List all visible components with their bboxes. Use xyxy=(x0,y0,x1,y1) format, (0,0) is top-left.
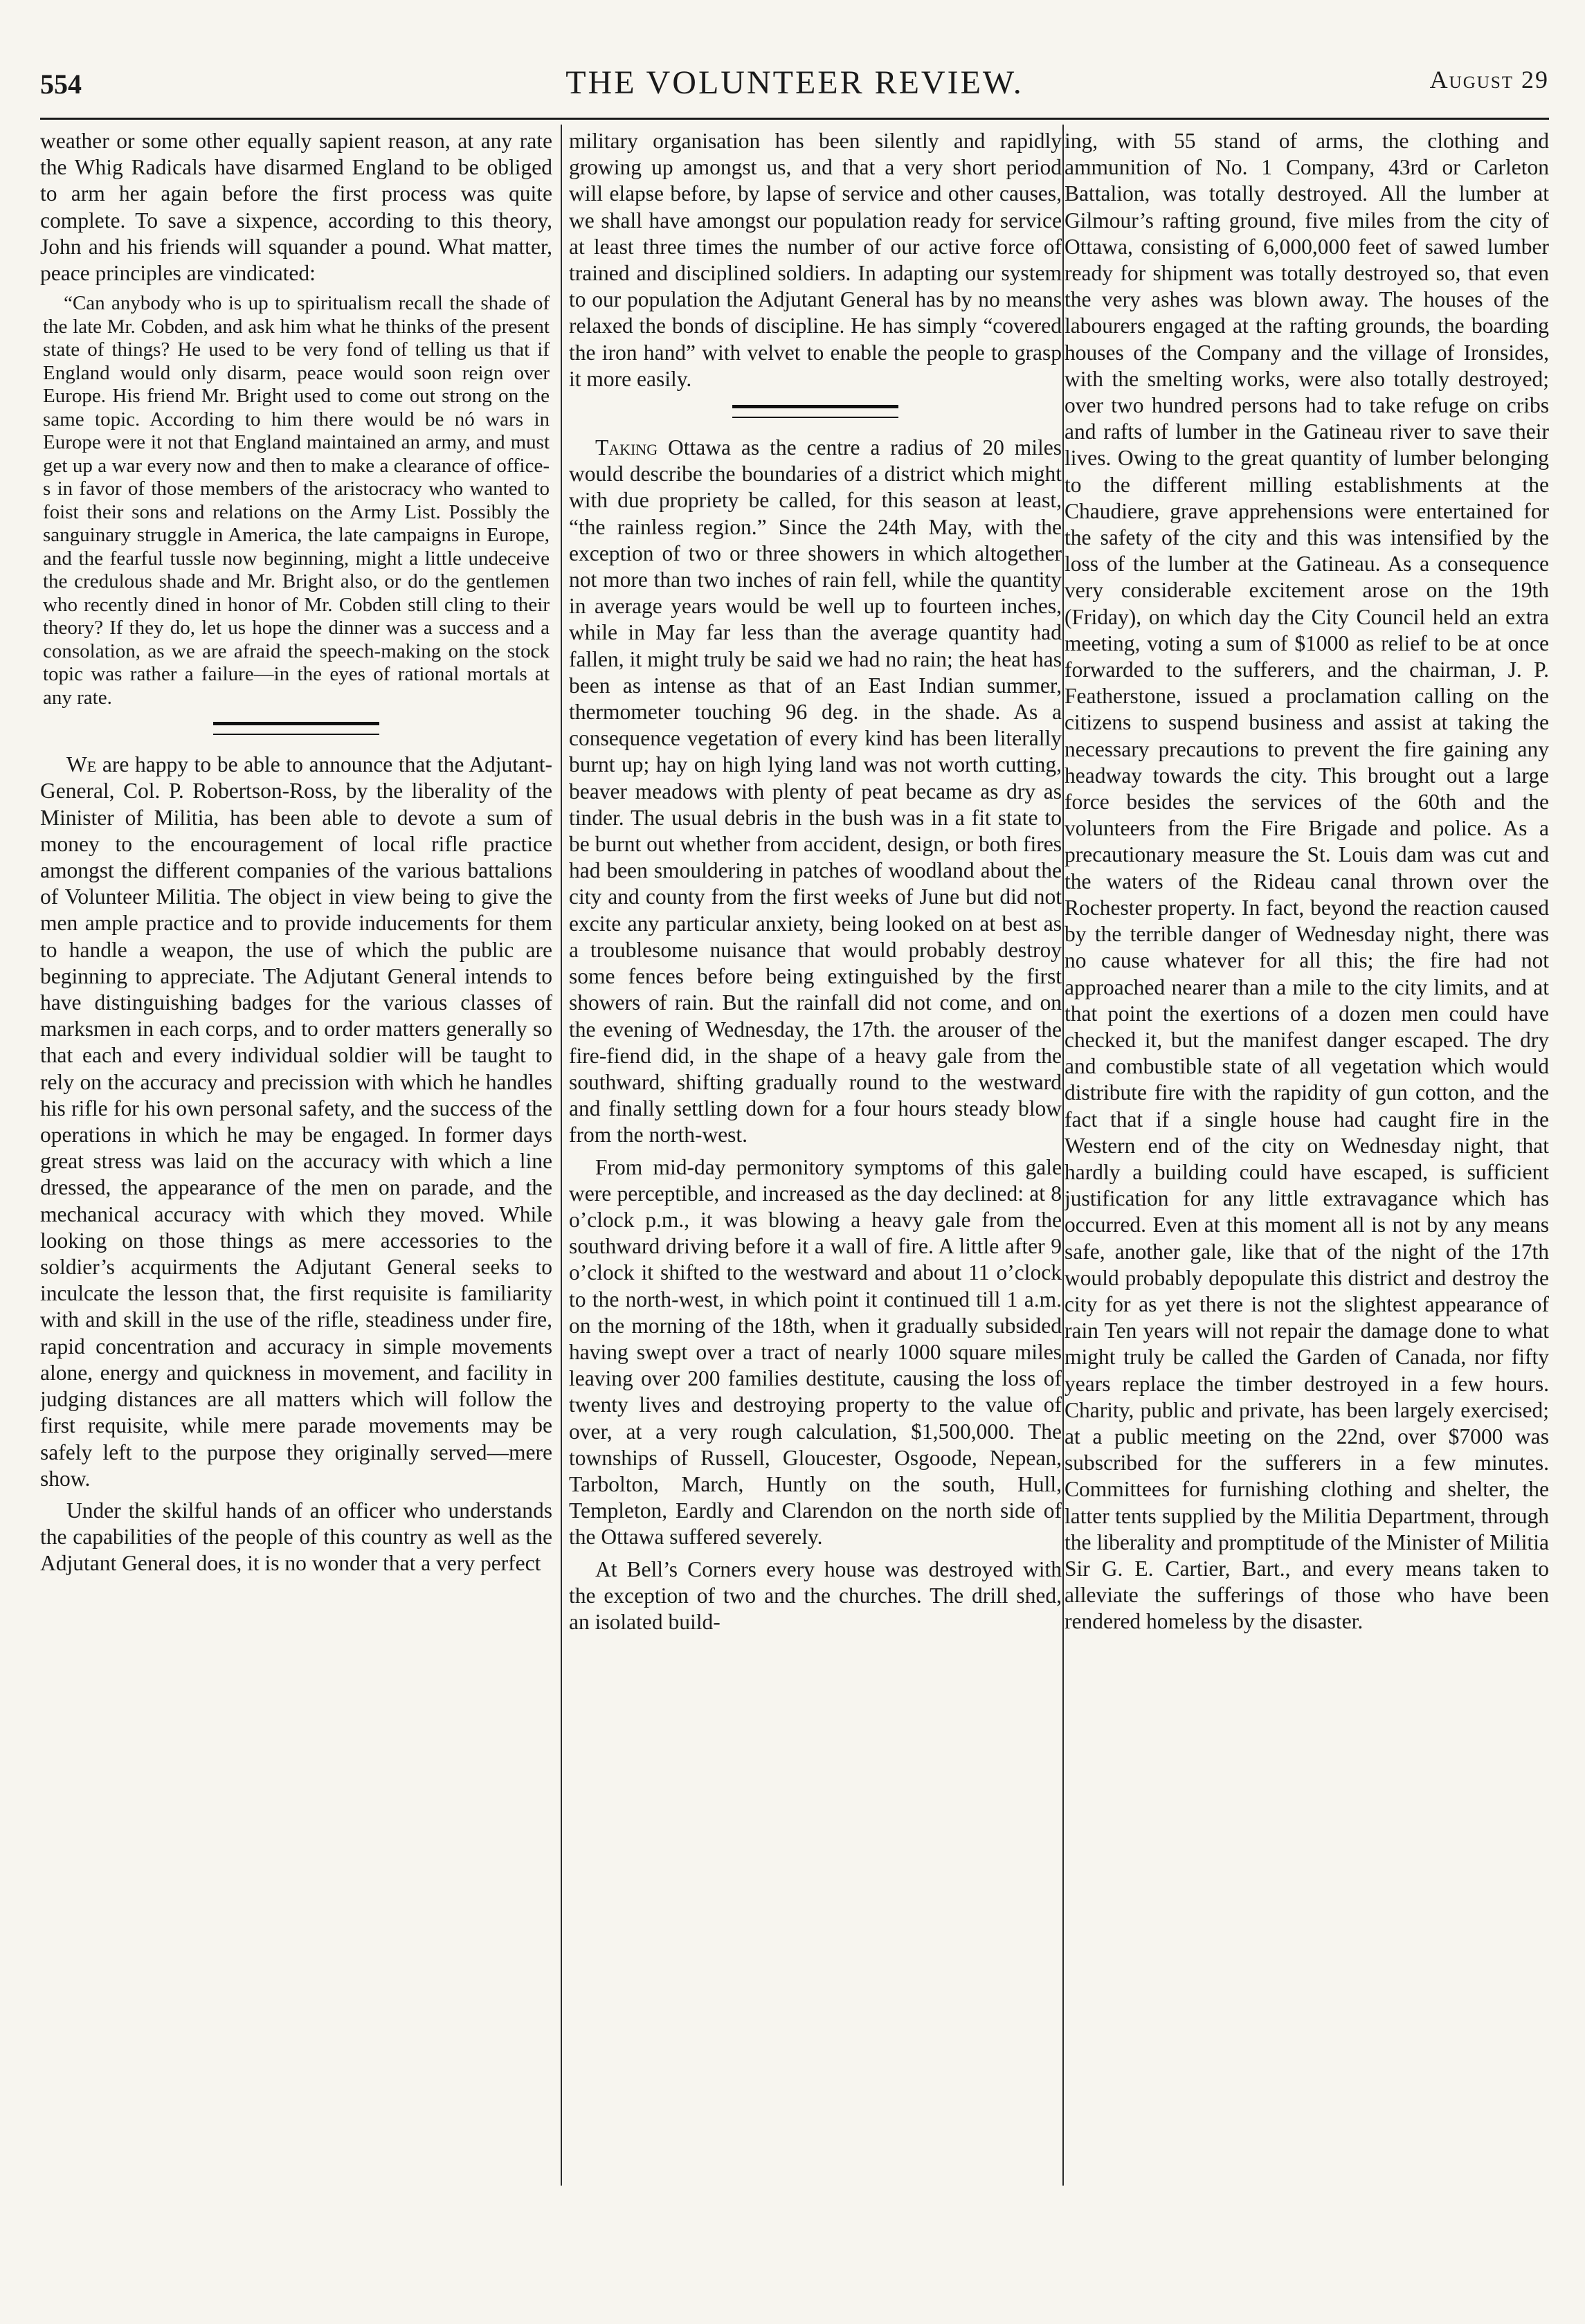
paragraph xyxy=(40,752,552,1492)
header-rule xyxy=(40,118,1549,120)
masthead: THE VOLUNTEER REVIEW. xyxy=(565,64,1024,101)
section-separator xyxy=(213,722,379,735)
page-number: 554 xyxy=(40,69,82,100)
issue-date: August 29 xyxy=(1429,66,1549,93)
section-separator xyxy=(732,405,898,418)
page-header xyxy=(40,61,1549,116)
column-divider xyxy=(1062,125,1064,2186)
paragraph: weather or some other equally sapient reason, at any rate the Whig Radicals have disarmed England to be obliged to arm her again before the first process was quite complete. To save a sixpence, according to this theory, John and his friends will squander a pound. What matter, peace principles are vindicated: xyxy=(40,129,552,286)
lead-word: Taking xyxy=(595,435,658,460)
block-quote: “Can anybody who is up to spiritualism recall the shade of the late Mr. Cobden, and ask him what he thinks of the present state of things? He used to be very fond of telling us that if England would only disarm, peace would soon reign over Europe. His friend Mr. Bright used to come out strong on the same topic. According to him there would be nó wars in Europe were it not that England maintained an army, and must get up a war every now and then to make a clearance of office-s in favor of those members of the aristocracy who wanted to foist their sons and relations on the Army List. Possibly the sanguinary struggle in America, the late campaigns in Europe, and the fearful tussle now beginning, might a little undeceive the credulous shade and Mr. Bright also, or do the gentlemen who recently dined in honor of Mr. Cobden still cling to their theory? If they do, let us hope the dinner was a success and a consolation, as we are afraid the speech-making on the stock topic was rather a failure—in the eyes of rational mortals at any rate. xyxy=(43,292,550,709)
paragraph: At Bell’s Corners every house was destroyed with the exception of two and the churches. The drill shed, an isolated build- xyxy=(569,1556,1062,1634)
paragraph-text: are happy to be able to announce that the Adjutant-General, Col. P. Robertson-Ross, by the liberality of the Minister of Militia, has been able to devote a sum of money to the encouragement of local rifle practice amongst the different companies of the various battalions of Volunteer Militia. The object in view being to give the men ample practice and to provide inducements for them to handle a weapon, the use of which the public are beginning to appreciate. The Adjutant General intends to have distinguishing badges for the various classes of marksmen in each corps, and to order matters generally so that each and every individual soldier will be taught to rely on the accuracy and precission with which he handles his rifle for his own personal safety, and the success of the operations in which he may be engaged. In former days great stress was laid on the accuracy with which a line dressed, the appearance of the men on parade, and the mechanical accuracy with which they moved. While looking on those things as mere accessories to the soldier’s acquirments the Adjutant General seeks to inculcate the lesson that, the first requisite is familiarity with and skill in the use of the rifle, steadiness under fire, rapid concentration and accuracy in simple movements alone, energy and quickness in movement, and facility in judging distances are all matters which will follow the first requisite, while mere parade movements may be safely left to the purpose they originally served—mere show. xyxy=(40,752,552,1491)
paragraph-text: Ottawa as the centre a radius of 20 miles would describe the boundaries of a district which might with due propriety be called, for this season at least, “the rainless region.” Since the 24th May, with the exception of two or three showers in which altogether not more than two inches of rain fell, while the quantity in average years would be well up to fourteen inches, while in May far less than the average quantity had fallen, it might truly be said we had no rain; the heat has been as intense as that of an East Indian summer, thermometer touching 96 deg. in the shade. As a consequence vegetation of every kind has been literally burnt up; hay on high lying land was not worth cutting, beaver meadows with plenty of peat became as dry as tinder. The usual debris in the bush was in a fit state to be burnt out whether from accident, design, or both fires had been smouldering in patches of woodland about the city and county from the first weeks of June but did not excite any particular anxiety, being looked on at best as a troublesome nuisance that would probably destroy some fences before being extinguished by the first showers of rain. But the rainfall did not come, and on the evening of Wednesday, the 17th. the arouser of the fire-fiend did, in the shape of a heavy gale from the southward, shifting gradually round to the westward and finally settling down for a four hours steady blow from the north-west. xyxy=(569,435,1062,1147)
column-2 xyxy=(569,128,1062,2186)
column-divider xyxy=(561,125,562,2186)
paragraph xyxy=(569,435,1062,1148)
paragraph: Under the skilful hands of an officer who understands the capabilities of the people of this country as well as the Adjutant General does, it is no wonder that a very perfect xyxy=(40,1498,552,1576)
column-1 xyxy=(40,128,552,2186)
lead-word: We xyxy=(66,752,97,777)
column-3 xyxy=(1065,128,1549,2186)
paragraph: military organisation has been silently and rapidly growing up amongst us, and that a very short period will elapse before, by lapse of service and other causes, we shall have amongst our population ready for service at least three times the number of our active force of trained and disciplined soldiers. In adapting our system to our population the Adjutant General has by no means relaxed the bonds of discipline. He has simply “covered the iron hand” with velvet to enable the people to grasp it more easily. xyxy=(569,129,1062,391)
paragraph: ing, with 55 stand of arms, the clothing and ammunition of No. 1 Company, 43rd or Carleton Battalion, was totally destroyed. All the lumber at Gilmour’s rafting ground, five miles from the city of Ottawa, consisting of 6,000,000 feet of sawed lumber ready for shipment was totally destroyed so, that even the very ashes was blown away. The houses of the labourers engaged at the rafting grounds, the boarding houses of the Company and the village of Ironsides, with the smelting works, were also totally destroyed; over two hundred persons had to take refuge on cribs and rafts of lumber in the Gatineau river to save their lives. Owing to the great quantity of lumber belonging to the different milling establishments at the Chaudiere, grave apprehensions were entertained for the safety of the city and this was intensified by the loss of the lumber at the Gatineau. As a consequence very considerable excitement arose on the 19th (Friday), on which day the City Council held an extra meeting, voting a sum of $1000 as relief to be at once forwarded to the sufferers, and the chairman, J. P. Featherstone, issued a proclamation calling on the citizens to suspend business and assist at taking the necessary precautions to prevent the fire gaining any headway towards the city. This brought out a large force besides the services of the 60th and the volunteers from the Fire Brigade and police. As a precautionary measure the St. Louis dam was cut and the waters of the Rideau canal thrown over the Rochester property. In fact, beyond the reaction caused by the terrible danger of Wednesday night, there was no cause whatever for all this; the fire had not approached nearer than a mile to the city limits, and at that point the exertions of a dozen men could have checked it, but the manifest danger escaped. The dry and combustible state of all vegetation which would distribute fire with the rapidity of gun cotton, and the fact that if a single house had caught fire in the Western end of the city on Wednesday night, that hardly a building could have escaped, is sufficient justification for any little extravagance which has occurred. Even at this moment all is not by any means safe, another gale, like that of the night of the 17th would probably depopulate this district and destroy the city for as yet there is not the slightest appearance of rain Ten years will not repair the damage done to what might truly be called the Garden of Canada, nor fifty years replace the timber destroyed in a few hours. Charity, public and private, has been largely exercised; at a public meeting on the 22nd, over $7000 was subscribed for the sufferers in a few minutes. Committees for furnishing clothing and shelter, the latter tents supplied by the Militia Department, through the liberality and promptitude of the Minister of Militia Sir G. E. Cartier, Bart., and every means taken to alleviate the sufferings of those who have been rendered homeless by the disaster. xyxy=(1065,129,1549,1634)
paragraph: From mid-day permonitory symptoms of this gale were perceptible, and increased as the day declined: at 8 o’clock p.m., it was blowing a heavy gale from the southward driving before it a wall of fire. A little after 9 o’clock it shifted to the westward and about 11 o’clock to the north-west, in which point it continued till 1 a.m. on the morning of the 18th, when it gradually subsided having swept over a tract of nearly 1000 square miles leaving over 200 families destitute, causing the loss of twenty lives and destroying property to the value of over, at a very rough calculation, $1,500,000. The townships of Russell, Gloucester, Osgoode, Nepean, Tarbolton, March, Huntly on the south, Hull, Templeton, Eardly and Clarendon on the north side of the Ottawa suffered severely. xyxy=(569,1154,1062,1550)
